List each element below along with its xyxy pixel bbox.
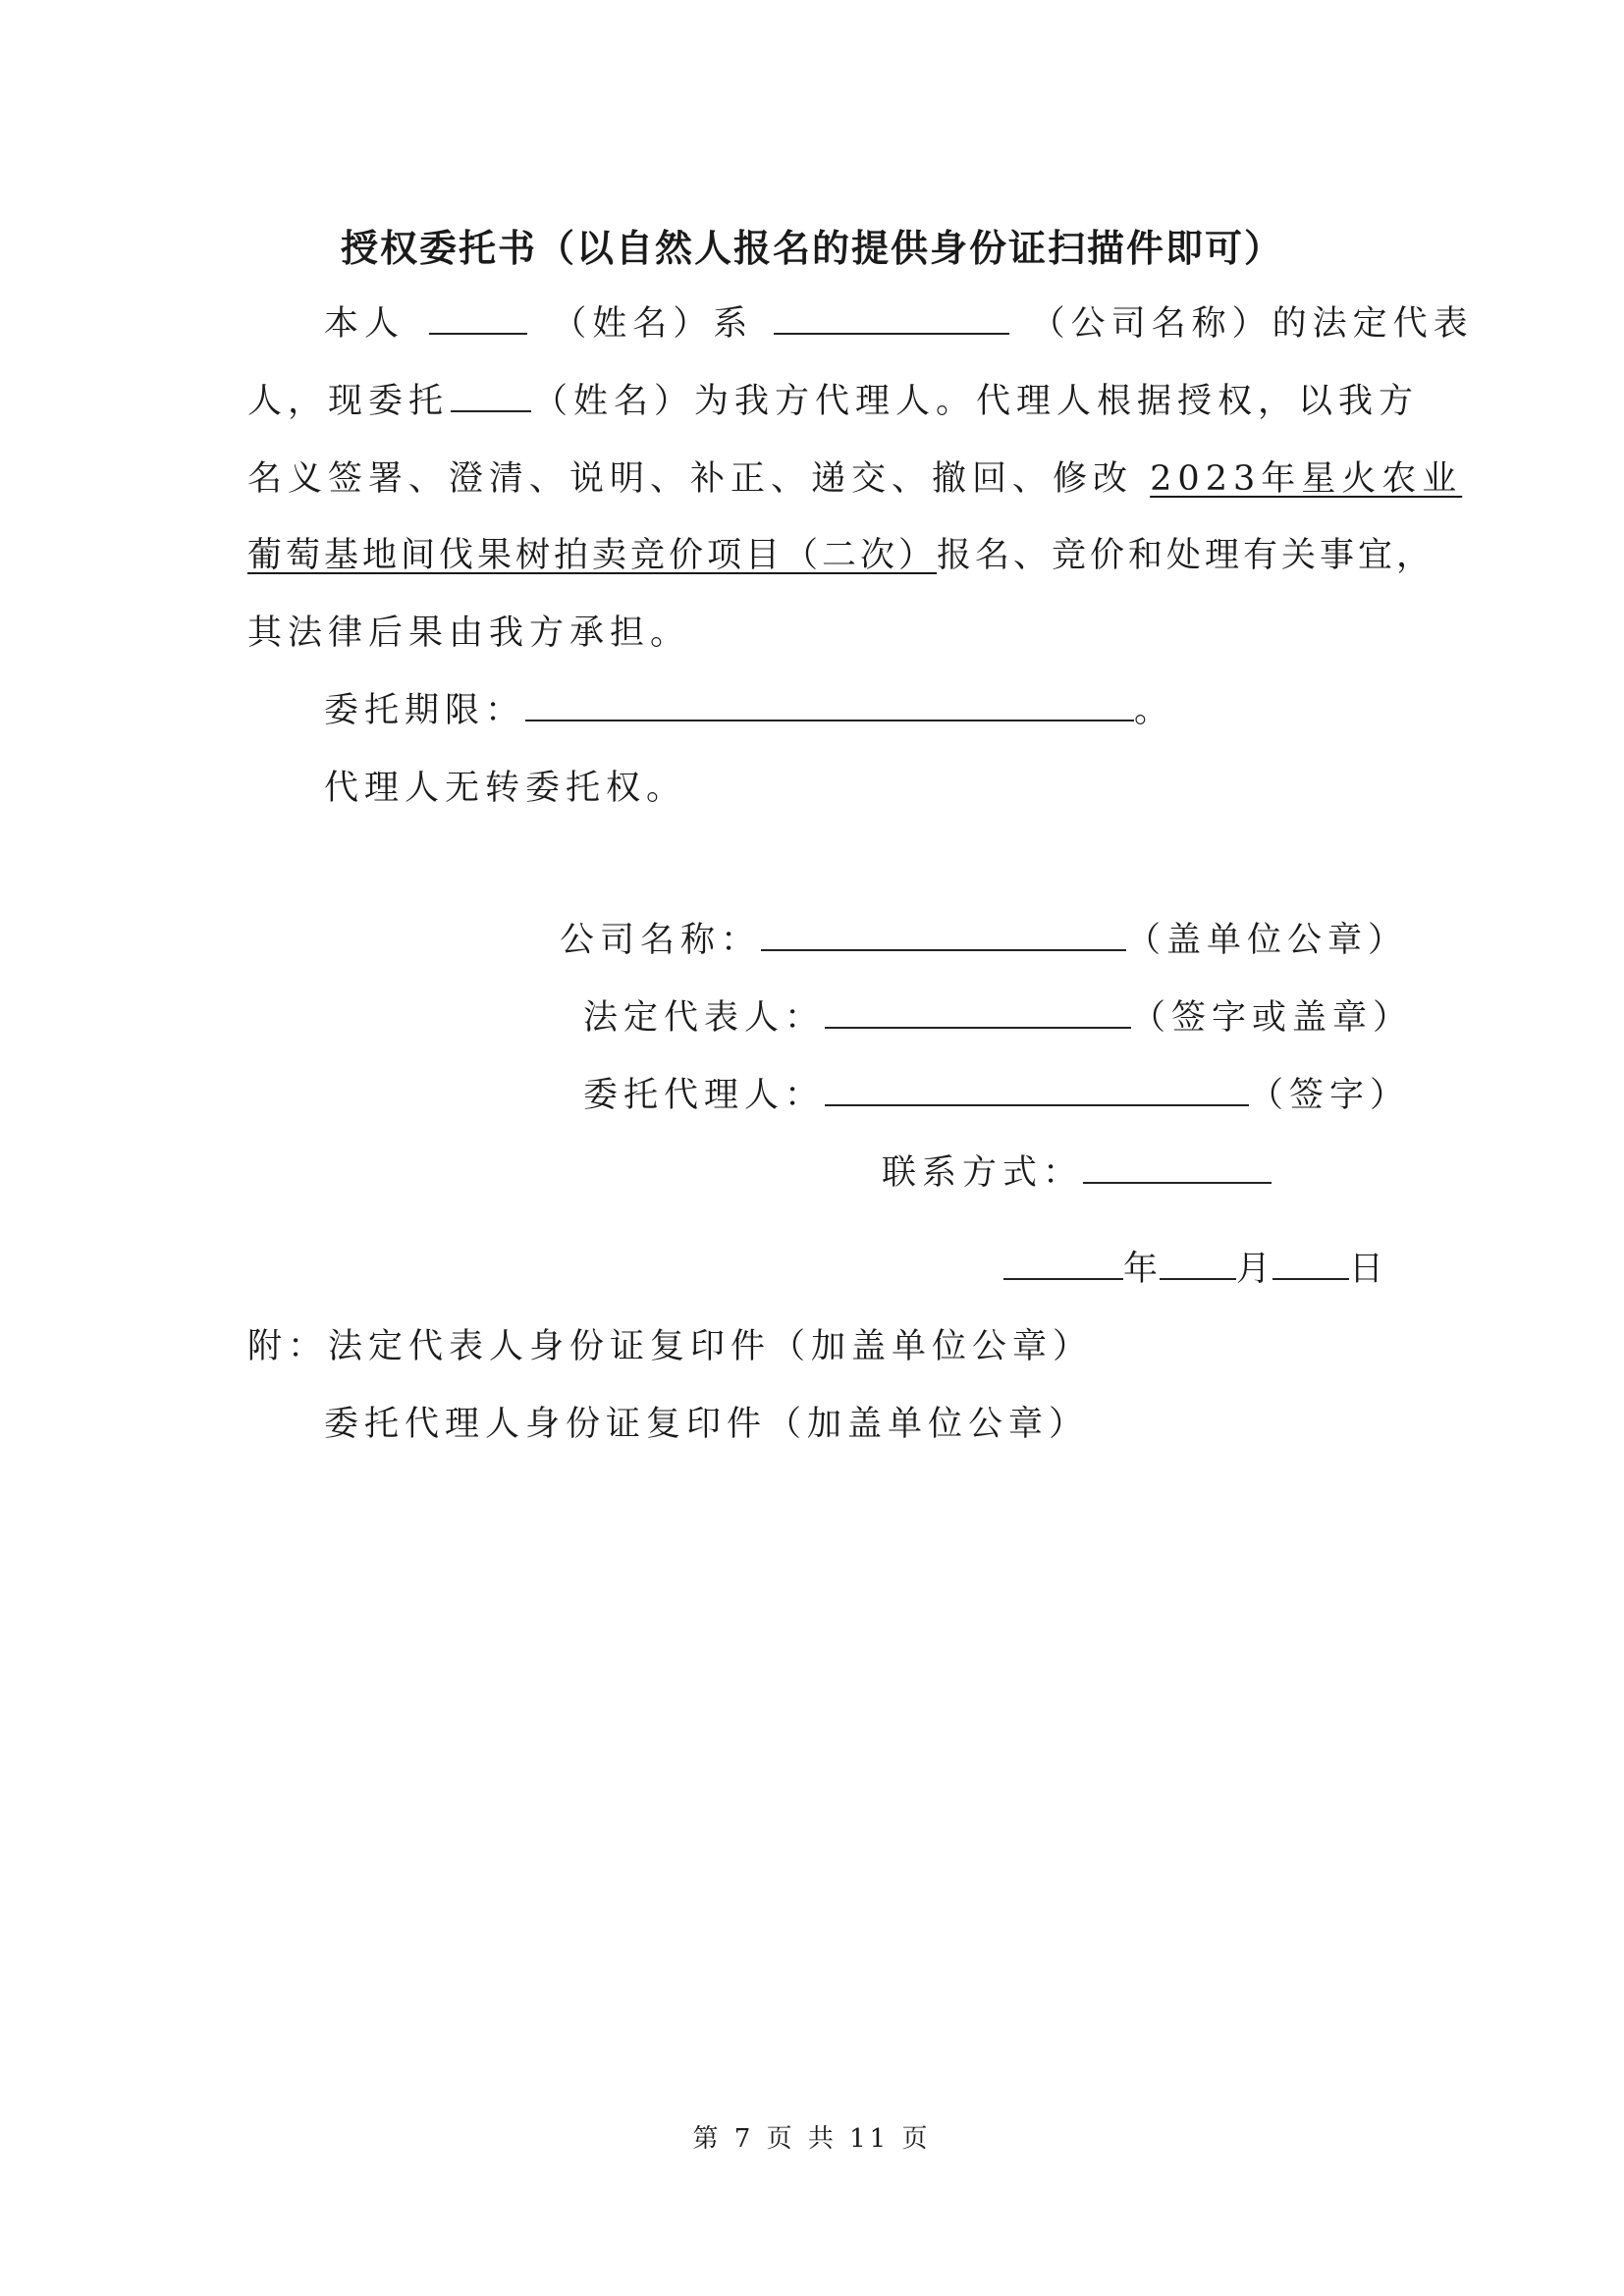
contact-label: 联系方式： [882, 1153, 1084, 1193]
year-label: 年 [1123, 1250, 1161, 1289]
project-name-part1: 2023年星火农业 [1150, 459, 1463, 499]
term-end: 。 [1134, 691, 1175, 730]
date-line [1003, 1242, 1385, 1291]
attachment-line-2: 委托代理人身份证复印件（加盖单位公章） [324, 1405, 1090, 1444]
agent-sign-blank[interactable] [825, 1073, 1249, 1106]
no-transfer-text: 代理人无转委托权。 [324, 769, 687, 808]
year-blank[interactable] [1003, 1247, 1123, 1280]
agent-sign-line [583, 1068, 1410, 1117]
name-blank[interactable] [429, 301, 527, 335]
para-line-5 [247, 606, 690, 655]
para-line-2 [247, 374, 1419, 423]
term-line [324, 683, 1174, 732]
legal-label: 法定代表人： [583, 998, 826, 1038]
text-name-of: （姓名）系 [552, 304, 754, 344]
legal-sign-line [583, 990, 1413, 1040]
text-actions: 名义签署、澄清、说明、补正、递交、撤回、修改 [247, 459, 1134, 499]
para-line-4 [247, 528, 1435, 577]
para-line-1 [324, 296, 1474, 346]
month-label: 月 [1236, 1250, 1273, 1289]
legal-note: （签字或盖章） [1131, 998, 1414, 1038]
company-label: 公司名称： [560, 921, 762, 960]
attachment-line-1: 附：法定代表人身份证复印件（加盖单位公章） [247, 1327, 1094, 1366]
month-blank[interactable] [1160, 1247, 1236, 1280]
contact-blank[interactable] [1083, 1150, 1272, 1184]
text-matters: 报名、竞价和处理有关事宜， [937, 536, 1435, 575]
term-blank[interactable] [525, 688, 1134, 721]
company-note: （盖单位公章） [1126, 921, 1409, 960]
project-name-part2: 葡萄基地间伐果树拍卖竞价项目（二次） [247, 536, 938, 575]
text-company-legal: （公司名称）的法定代表 [1030, 304, 1474, 344]
agent-name-blank[interactable] [451, 379, 531, 412]
agent-label: 委托代理人： [583, 1076, 826, 1115]
document-title: 授权委托书（以自然人报名的提供身份证扫描件即可） [340, 227, 1283, 270]
day-blank[interactable] [1272, 1247, 1349, 1280]
text-entrust: 人，现委托 [247, 382, 450, 421]
term-label: 委托期限： [324, 691, 526, 730]
day-label: 日 [1349, 1250, 1386, 1289]
company-sign-blank[interactable] [761, 918, 1126, 951]
para-line-3 [247, 452, 1462, 501]
company-blank[interactable] [774, 301, 1009, 335]
agent-note: （签字） [1249, 1076, 1411, 1115]
legal-sign-blank[interactable] [825, 995, 1131, 1029]
text-consequence: 其法律后果由我方承担。 [247, 614, 691, 653]
contact-line [882, 1146, 1272, 1195]
company-sign-line [560, 913, 1408, 962]
text-agent-desc: （姓名）为我方代理人。代理人根据授权，以我方 [533, 382, 1420, 421]
text-self: 本人 [324, 304, 406, 344]
page-footer: 第 7 页 共 11 页 [692, 2124, 932, 2154]
